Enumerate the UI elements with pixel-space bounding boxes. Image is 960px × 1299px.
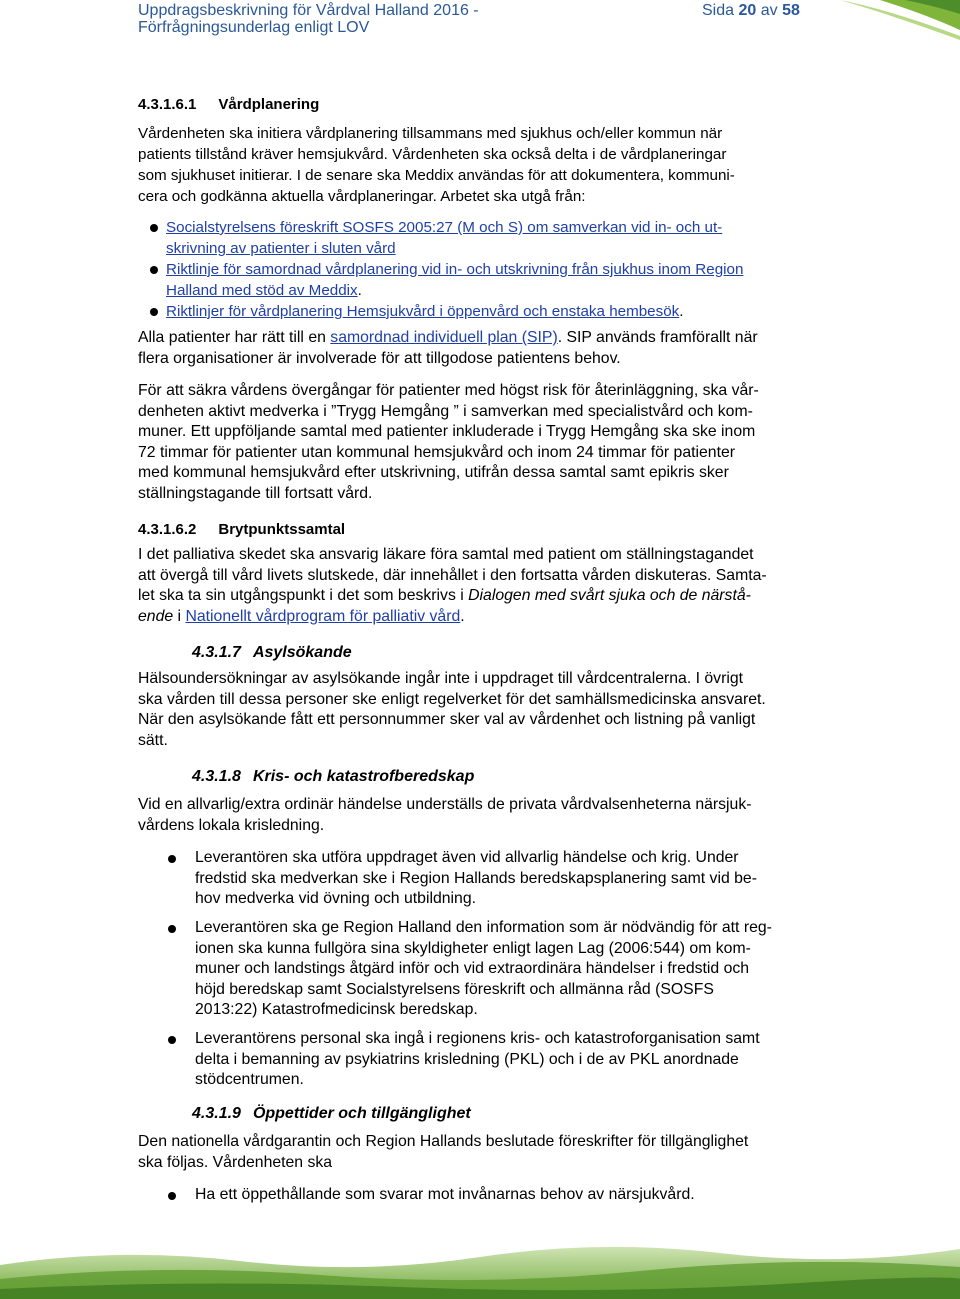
text-line: ionen ska kunna fullgöra sina skyldigheter enligt lagen Lag (2006:544) om kom-: [195, 939, 751, 957]
italic-text: Dialogen med svårt sjuka och de närstå-: [468, 587, 751, 604]
bullet-icon: [168, 1192, 176, 1200]
section-heading-kris: [192, 768, 474, 786]
text-line: som sjukhuset initierar. I de senare ska Meddix användas för att dokumentera, kommuni-: [138, 167, 735, 184]
text-line: Leverantören ska ge Region Halland den information som är nödvändig för att reg-: [195, 919, 772, 936]
text-line: ställningstagande till fortsatt vård.: [138, 484, 373, 502]
paragraph-brytpunktssamtal: [138, 545, 767, 627]
text-line: 72 timmar för patienter utan kommunal hemsjukvård och inom 24 timmar för patienter: [138, 443, 736, 461]
punctuation: .: [679, 303, 684, 320]
section-number: 4.3.1.9: [192, 1105, 241, 1122]
text-line: För att säkra vårdens övergångar för patienter med högst risk för återinläggning, ska vår-: [138, 382, 759, 399]
section-title: Kris- och katastrofberedskap: [252, 768, 475, 785]
link-sip[interactable]: samordnad individuell plan (SIP): [330, 329, 558, 346]
text-line: stödcentrumen.: [195, 1071, 304, 1088]
bullet-icon: [168, 925, 176, 933]
list-item: [166, 259, 743, 301]
section-number: 4.3.1.8: [192, 768, 241, 785]
section-heading-brytpunktssamtal: [138, 521, 345, 538]
text-line: Leverantören ska utföra uppdraget även vid allvarlig händelse och krig. Under: [195, 849, 739, 866]
text-line: 2013:22) Katastrofmedicinsk beredskap.: [195, 1001, 478, 1018]
text-line: När den asylsökande fått ett personnummer sker val av vårdenhet och listning på vanligt: [138, 711, 756, 728]
text-line: ska vården till dessa personer ske enligt regelverket för det samhällsmedicinska ansvaret.: [138, 690, 766, 708]
bullet-icon: [168, 855, 176, 863]
section-heading-asylsokande: [192, 644, 352, 662]
list-item: [195, 1185, 695, 1206]
section-heading-oppettider: [192, 1105, 471, 1123]
text-line: I det palliativa skedet ska ansvarig läkare föra samtal med patient om ställningstagandet: [138, 546, 754, 563]
page-number: 20: [738, 2, 757, 19]
text-line: denheten aktivt medverka i ”Trygg Hemgång ” i samverkan med specialistvård och kom-: [138, 402, 753, 420]
text-line: hov medverka vid övning och utbildning.: [195, 890, 477, 907]
paragraph-oppettider: [138, 1132, 748, 1173]
grass-footer-icon: [0, 1227, 960, 1299]
section-title: Brytpunktssamtal: [218, 521, 346, 538]
text-run: i: [173, 607, 186, 625]
list-item: [166, 217, 722, 259]
link-nationellt-vardprogram[interactable]: Nationellt vårdprogram för palliativ vård: [185, 607, 461, 625]
paragraph-asylsokande: [138, 669, 766, 751]
text-line: Ha ett öppethållande som svarar mot invånarnas behov av närsjukvård.: [195, 1186, 695, 1203]
text-line: flera organisationer är involverade för att tillgodose patientens behov.: [138, 349, 621, 367]
page-total: 58: [782, 2, 800, 19]
text-run: Alla patienter har rätt till en: [138, 329, 331, 346]
text-line: sätt.: [138, 731, 168, 749]
paragraph-sip: [138, 328, 758, 369]
text-line: vårdens lokala krisledning.: [138, 816, 325, 834]
bullet-icon: [150, 224, 158, 232]
section-title: Öppettider och tillgänglighet: [252, 1105, 471, 1122]
text-line: med kommunal hemsjukvård efter utskrivning, utifrån dessa samtal samt epikris sker: [138, 464, 729, 481]
text-line: muner och landstings åtgärd inför och vid extraordinära händelser i fredstid och: [195, 960, 750, 977]
link-riktlinje-samordnad[interactable]: Riktlinje för samordnad vårdplanering vid in- och utskrivning från sjukhus inom Region: [166, 261, 744, 278]
text-line: cera och godkänna aktuella vårdplaneringar. Arbetet ska utgå från:: [138, 188, 586, 205]
list-item: [166, 301, 684, 322]
link-riktlinjer-hemsjukvard[interactable]: Riktlinjer för vårdplanering Hemsjukvård i öppenvård och enstaka hembesök: [166, 303, 680, 320]
text-line: Leverantörens personal ska ingå i regionens kris- och katastroforganisation samt: [195, 1030, 760, 1047]
section-number: 4.3.1.6.1: [138, 96, 197, 113]
text-line: delta i bemanning av psykiatrins krisledning (PKL) och i de av PKL anordnade: [195, 1050, 739, 1068]
link-riktlinje-samordnad-cont[interactable]: Halland med stöd av Meddix: [166, 282, 358, 299]
italic-text: ende: [138, 607, 174, 625]
text-line: Den nationella vårdgarantin och Region Hallands beslutade föreskrifter för tillgänglighet: [138, 1133, 749, 1150]
section-number: 4.3.1.6.2: [138, 521, 197, 538]
text-line: patients tillstånd kräver hemsjukvård. Vårdenheten ska också delta i de vårdplaneringar: [138, 146, 727, 163]
text-run: let ska ta sin utgångspunkt i det som beskrivs i: [138, 587, 469, 604]
paragraph-trygg-hemgang: [138, 381, 759, 504]
text-line: Hälsoundersökningar av asylsökande ingår inte i uppdraget till vårdcentralerna. I övrigt: [138, 670, 744, 687]
text-line: att övergå till vård livets slutskede, där innehållet i den fortsatta vården diskuteras. Samta-: [138, 566, 767, 584]
punctuation: .: [460, 607, 465, 625]
link-sosfs-2005-27[interactable]: Socialstyrelsens föreskrift SOSFS 2005:27 (M och S) om samverkan vid in- och ut-: [166, 219, 723, 236]
punctuation: .: [357, 282, 362, 299]
text-run: . SIP används framförallt när: [557, 329, 758, 346]
text-line: Vårdenheten ska initiera vårdplanering tillsammans med sjukhus och/eller kommun när: [138, 125, 723, 142]
document-subtitle: Förfrågningsunderlag enligt LOV: [138, 19, 370, 36]
list-item: [195, 848, 757, 910]
link-sosfs-2005-27-cont[interactable]: skrivning av patienter i sluten vård: [166, 240, 396, 257]
paragraph-kris: [138, 795, 752, 836]
document-title: Uppdragsbeskrivning för Vårdval Halland 2016 -: [138, 2, 479, 19]
bullet-icon: [150, 266, 158, 274]
page-header: [0, 0, 960, 42]
section-title: Asylsökande: [252, 644, 352, 661]
leaf-decoration-icon: [720, 0, 960, 42]
bullet-icon: [168, 1036, 176, 1044]
text-line: ska följas. Vårdenheten ska: [138, 1153, 333, 1171]
text-line: muner. Ett uppföljande samtal med patienter inkluderade i Trygg Hemgång ska ske inom: [138, 423, 756, 440]
page-mid: av: [760, 2, 778, 19]
text-line: fredstid ska medverkan ske i Region Hallands beredskapsplanering samt vid be-: [195, 869, 757, 887]
page-prefix: Sida: [702, 2, 735, 19]
section-heading-vardplanering: [138, 96, 319, 113]
paragraph-vardplanering: [138, 123, 735, 207]
text-line: höjd beredskap samt Socialstyrelsens föreskrift och allmänna råd (SOSFS: [195, 980, 714, 998]
section-number: 4.3.1.7: [192, 644, 241, 661]
bullet-icon: [150, 308, 158, 316]
section-title: Vårdplanering: [218, 96, 320, 113]
list-item: [195, 918, 772, 1021]
list-item: [195, 1029, 760, 1091]
text-line: Vid en allvarlig/extra ordinär händelse underställs de privata vårdvalsenheterna närsjuk-: [138, 796, 752, 813]
